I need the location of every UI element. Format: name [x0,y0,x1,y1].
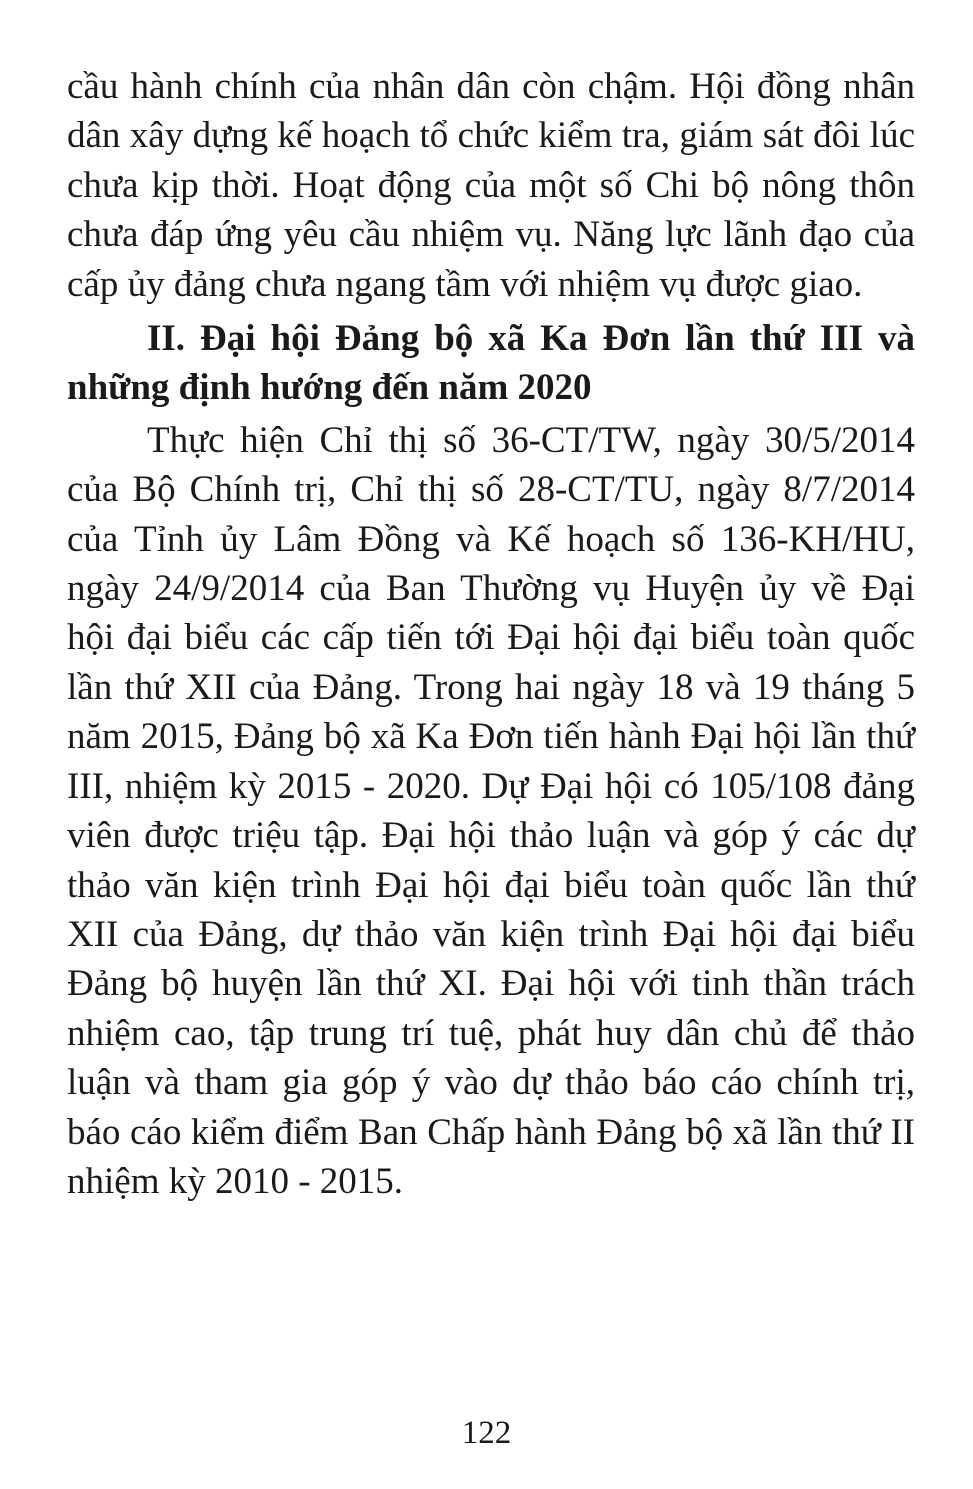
section-heading: II. Đại hội Đảng bộ xã Ka Đơn lần thứ III và những định hướng đến năm 2020 [67,318,915,409]
paragraph-main: Thực hiện Chỉ thị số 36-CT/TW, ngày 30/5/2014 của Bộ Chính trị, Chỉ thị số 28-CT/TU, ngày 8/7/2014 của Tỉnh ủy Lâm Đồng và Kế hoạch số 136-KH/HU, ngày 24/9/2014 của Ban Thường vụ Huyện ủy về Đại hội đại biểu các cấp tiến tới Đại hội đại biểu toàn quốc lần thứ XII của Đảng. Trong hai ngày 18 và 19 tháng 5 năm 2015, Đảng bộ xã Ka Đơn tiến hành Đại hội lần thứ III, nhiệm kỳ 2015 - 2020. Dự Đại hội có 105/108 đảng viên được triệu tập. Đại hội thảo luận và góp ý các dự thảo văn kiện trình Đại hội đại biểu toàn quốc lần thứ XII của Đảng, dự thảo văn kiện trình Đại hội đại biểu Đảng bộ huyện lần thứ XI. Đại hội với tinh thần trách nhiệm cao, tập trung trí tuệ, phát huy dân chủ để thảo luận và tham gia góp ý vào dự thảo báo cáo chính trị, báo cáo kiểm điểm Ban Chấp hành Đảng bộ xã lần thứ II nhiệm kỳ 2010 - 2015. [67,419,915,1202]
paragraph-continued: cầu hành chính của nhân dân còn chậm. Hội đồng nhân dân xây dựng kế hoạch tổ chức kiểm tra, giám sát đôi lúc chưa kịp thời. Hoạt động của một số Chi bộ nông thôn chưa đáp ứng yêu cầu nhiệm vụ. Năng lực lãnh đạo của cấp ủy đảng chưa ngang tầm với nhiệm vụ được giao. [67,66,915,305]
page-number: 122 [461,1415,512,1451]
page-body [67,62,915,1206]
